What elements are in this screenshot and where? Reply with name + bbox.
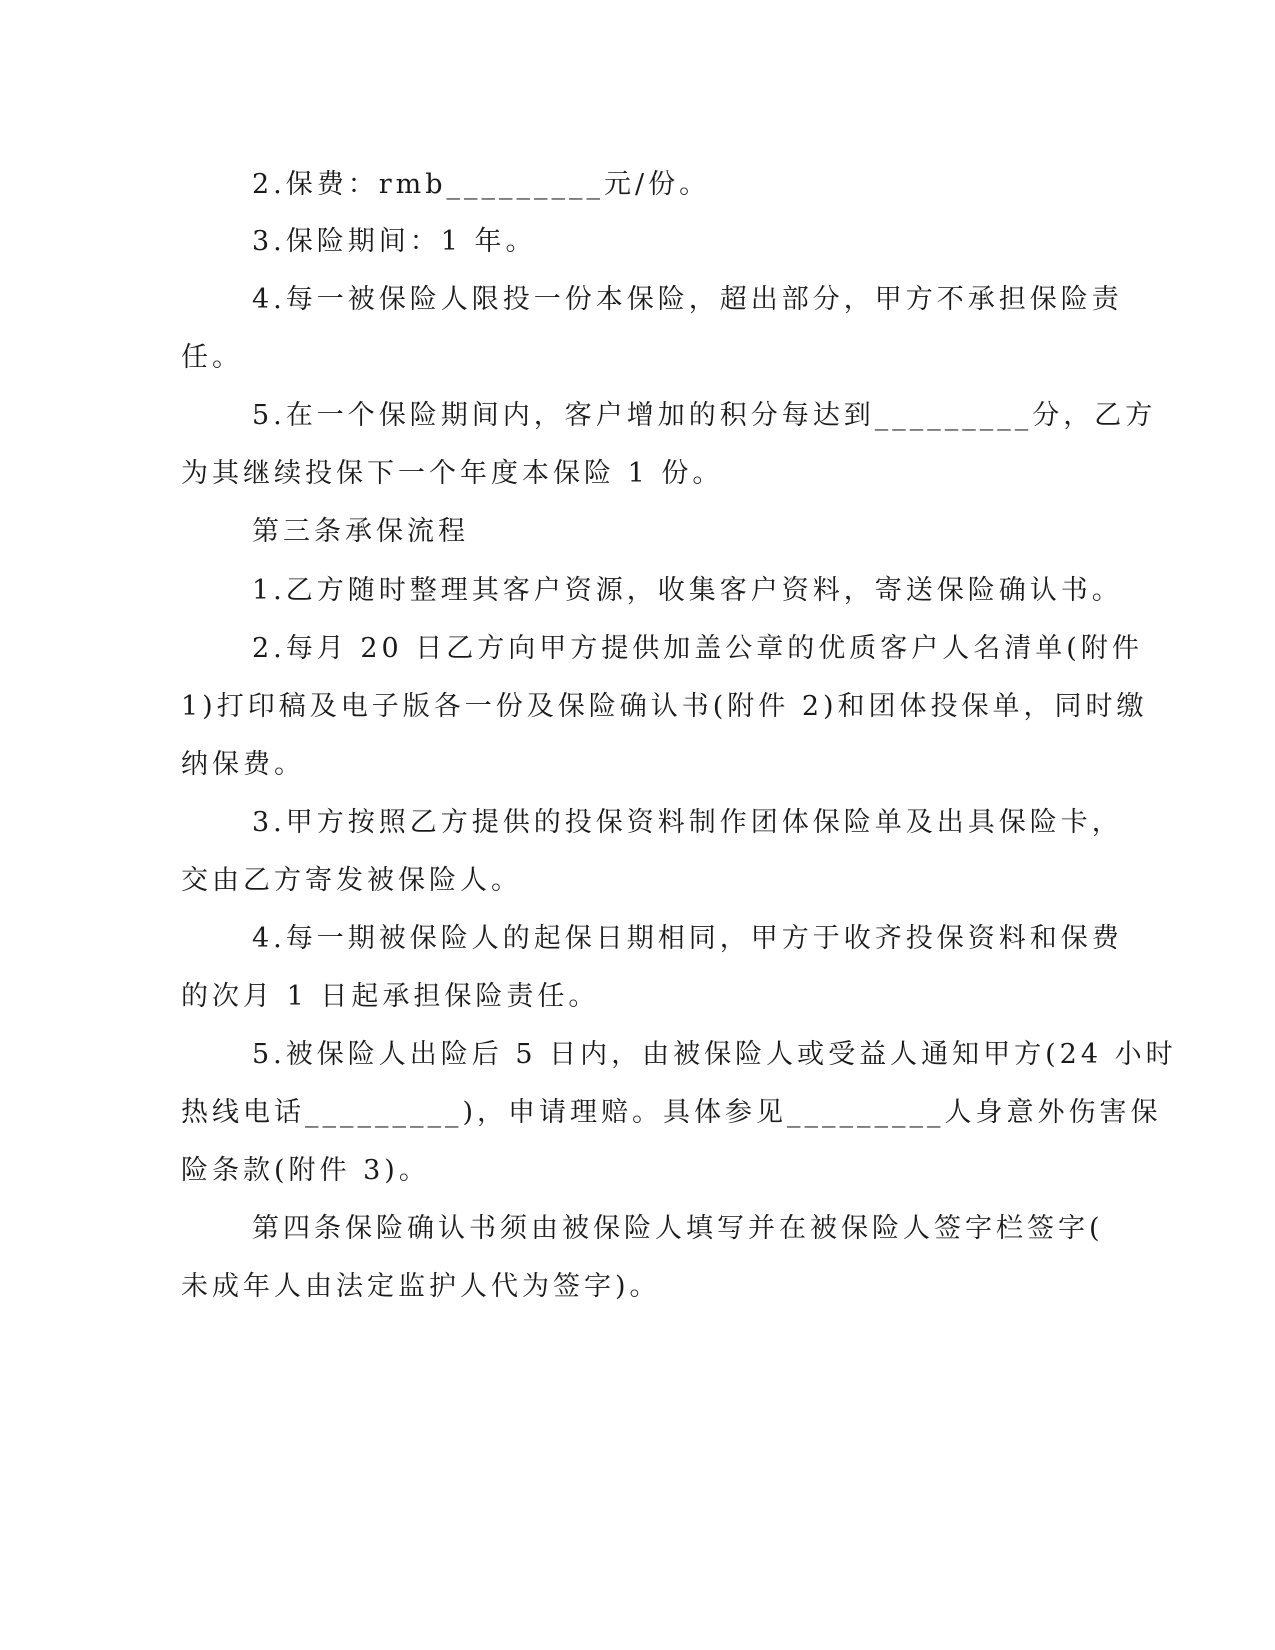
process-step-3-line-1: 3.甲方按照乙方提供的投保资料制作团体保险单及出具保险卡， bbox=[252, 807, 1123, 838]
process-step-2-line-2: 1)打印稿及电子版各一份及保险确认书(附件 2)和团体投保单，同时缴 bbox=[181, 691, 1148, 722]
section-four-line-1: 第四条保险确认书须由被保险人填写并在被保险人签字栏签字( bbox=[252, 1213, 1104, 1244]
process-step-2-line-3: 纳保费。 bbox=[181, 749, 305, 780]
points-clause-line-1: 5.在一个保险期间内，客户增加的积分每达到_________分，乙方 bbox=[252, 400, 1157, 431]
points-clause-line-2: 为其继续投保下一个年度本保险 1 份。 bbox=[181, 458, 724, 489]
premium-line: 2.保费：rmb_________元/份。 bbox=[252, 169, 711, 200]
process-step-5-line-3: 险条款(附件 3)。 bbox=[181, 1155, 430, 1186]
process-step-1: 1.乙方随时整理其客户资源，收集客户资料，寄送保险确认书。 bbox=[252, 575, 1123, 606]
process-step-2-line-1: 2.每月 20 日乙方向甲方提供加盖公章的优质客户人名清单(附件 bbox=[252, 633, 1143, 664]
process-step-4-line-2: 的次月 1 日起承担保险责任。 bbox=[181, 981, 600, 1012]
process-step-4-line-1: 4.每一期被保险人的起保日期相同，甲方于收齐投保资料和保费 bbox=[252, 923, 1123, 954]
limit-clause-line-1: 4.每一被保险人限投一份本保险，超出部分，甲方不承担保险责 bbox=[252, 284, 1123, 315]
process-step-5-line-2: 热线电话_________)，申请理赔。具体参见_________人身意外伤害保 bbox=[181, 1097, 1162, 1128]
limit-clause-line-2: 任。 bbox=[181, 342, 243, 373]
section-three-heading: 第三条承保流程 bbox=[252, 516, 469, 547]
insurance-period-line: 3.保险期间：1 年。 bbox=[252, 226, 537, 257]
process-step-3-line-2: 交由乙方寄发被保险人。 bbox=[181, 865, 522, 896]
process-step-5-line-1: 5.被保险人出险后 5 日内，由被保险人或受益人通知甲方(24 小时 bbox=[252, 1039, 1177, 1070]
section-four-line-2: 未成年人由法定监护人代为签字)。 bbox=[181, 1271, 661, 1302]
